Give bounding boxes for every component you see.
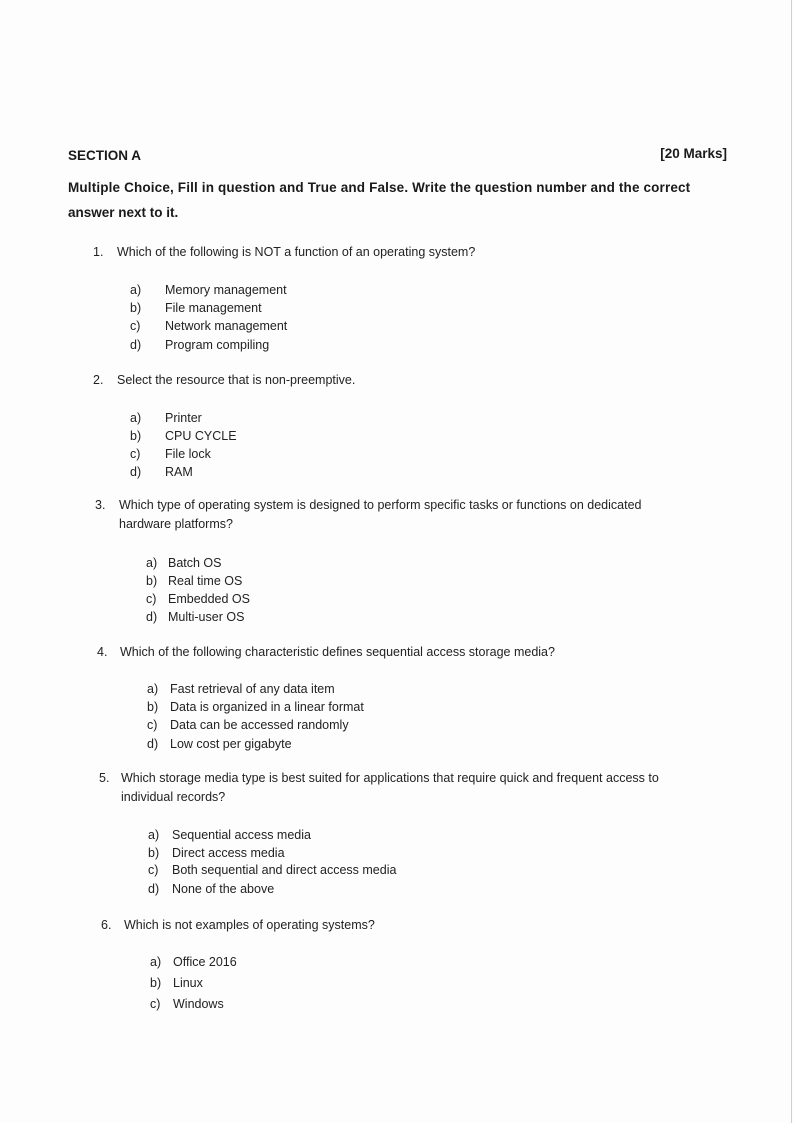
option-letter: a) — [130, 283, 142, 297]
option-letter: d) — [130, 338, 142, 352]
question-text: individual records? — [121, 790, 226, 804]
option-text: Network management — [165, 319, 288, 333]
question-number: 6. — [101, 918, 112, 932]
option-text: None of the above — [172, 882, 275, 896]
option-letter: a) — [148, 828, 160, 842]
option-letter: a) — [147, 682, 159, 696]
option-text: Windows — [173, 997, 224, 1011]
option-letter: d) — [147, 737, 159, 751]
option-text: RAM — [165, 465, 193, 479]
option-text: Data can be accessed randomly — [170, 718, 349, 732]
question-number: 5. — [99, 771, 110, 785]
option-letter: b) — [146, 574, 158, 588]
question-text: Which type of operating system is designed to perform specific tasks or functions on dedicated — [119, 498, 642, 512]
option-letter: c) — [150, 997, 161, 1011]
option-text: Sequential access media — [172, 828, 311, 842]
option-letter: b) — [150, 976, 162, 990]
option-text: File management — [165, 301, 262, 315]
question-number: 2. — [93, 373, 104, 387]
section-marks: [20 Marks] — [660, 146, 727, 161]
option-text: Multi-user OS — [168, 610, 245, 624]
option-letter: b) — [147, 700, 159, 714]
option-letter: b) — [130, 301, 142, 315]
option-letter: a) — [146, 556, 158, 570]
option-text: Batch OS — [168, 556, 222, 570]
question-number: 1. — [93, 245, 104, 259]
option-text: File lock — [165, 447, 211, 461]
option-letter: c) — [146, 592, 157, 606]
question-number: 4. — [97, 645, 108, 659]
instructions-line-1: Multiple Choice, Fill in question and True and False. Write the question number and the correct — [68, 180, 691, 195]
option-letter: d) — [148, 882, 160, 896]
option-text: Both sequential and direct access media — [172, 863, 397, 877]
question-number: 3. — [95, 498, 106, 512]
option-letter: d) — [130, 465, 142, 479]
option-text: Office 2016 — [173, 955, 237, 969]
option-text: Fast retrieval of any data item — [170, 682, 335, 696]
question-text: Which of the following characteristic defines sequential access storage media? — [120, 645, 555, 659]
page-edge — [791, 0, 792, 1123]
option-text: Printer — [165, 411, 202, 425]
option-text: Data is organized in a linear format — [170, 700, 364, 714]
instructions-line-2: answer next to it. — [68, 205, 179, 220]
option-letter: c) — [130, 447, 141, 461]
option-letter: b) — [148, 846, 160, 860]
option-text: Real time OS — [168, 574, 243, 588]
question-text: Which is not examples of operating systems? — [124, 918, 375, 932]
section-title: SECTION A — [68, 148, 142, 163]
option-letter: a) — [150, 955, 162, 969]
question-text: Which of the following is NOT a function of an operating system? — [117, 245, 476, 259]
option-letter: b) — [130, 429, 142, 443]
option-letter: a) — [130, 411, 142, 425]
option-text: Embedded OS — [168, 592, 250, 606]
option-text: Direct access media — [172, 846, 285, 860]
option-letter: c) — [130, 319, 141, 333]
option-text: Program compiling — [165, 338, 270, 352]
option-text: Low cost per gigabyte — [170, 737, 292, 751]
question-text: Select the resource that is non-preemptive. — [117, 373, 356, 387]
option-letter: c) — [147, 718, 158, 732]
option-letter: d) — [146, 610, 158, 624]
question-text: Which storage media type is best suited for applications that require quick and frequent access to — [121, 771, 659, 785]
option-letter: c) — [148, 863, 159, 877]
option-text: Linux — [173, 976, 203, 990]
question-text: hardware platforms? — [119, 517, 233, 531]
option-text: CPU CYCLE — [165, 429, 237, 443]
option-text: Memory management — [165, 283, 287, 297]
